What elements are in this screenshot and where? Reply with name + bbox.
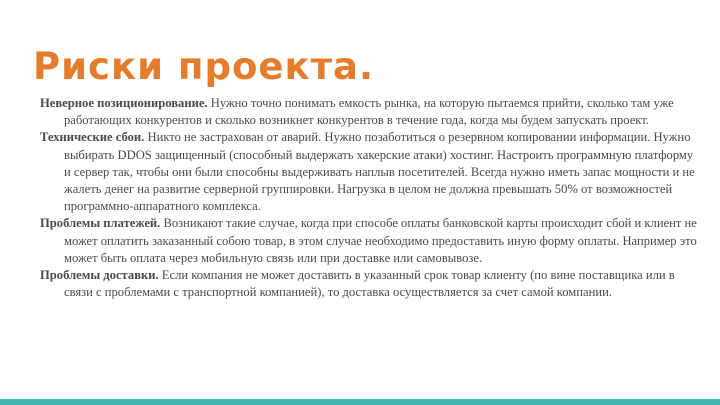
risk-text: Нужно точно понимать емкость рынка, на которую пытаемся прийти, сколько там уже работающих конкурентов и сколько возникнет конкурентов в течение года, когда мы будем запускать проект. bbox=[64, 96, 674, 128]
bottom-accent-bar bbox=[0, 399, 720, 405]
slide-title: Риски проекта. bbox=[33, 45, 375, 88]
risk-text: Никто не застрахован от аварий. Нужно позаботиться о резервном копировании информации. Нужно выбирать DDOS защищенный (способный выдержать хакерские атаки) хостинг. Настроить программную платформу и сервер так, чтобы они были способны выдерживать наплыв посетителей. Всегда нужно иметь запас мощности и не жалеть денег на развитие серверной группировки. Нагрузка в целом не должна превышать 50% от возможностей программно-аппаратного комплекса. bbox=[64, 130, 695, 214]
risk-item-delivery bbox=[40, 267, 700, 301]
risk-item-positioning bbox=[40, 95, 700, 129]
risk-item-technical-failures bbox=[40, 129, 700, 215]
risk-item-payments bbox=[40, 215, 700, 267]
risk-heading: Технические сбои. bbox=[40, 130, 145, 145]
risk-heading: Неверное позиционирование. bbox=[40, 96, 208, 110]
risk-heading: Проблемы доставки. bbox=[40, 268, 159, 283]
risk-text: Возникают такие случае, когда при способе оплаты банковской карты происходит сбой и клиент не может оплатить заказанный собою товар, в этом случае необходимо предоставить иную форму оплаты. Например это может быть оплата через мобильную связь или при доставке или самовывозе. bbox=[64, 216, 697, 265]
risks-list bbox=[40, 95, 700, 301]
risk-heading: Проблемы платежей. bbox=[40, 216, 161, 231]
risk-text: Если компания не может доставить в указанный срок товар клиенту (по вине поставщика или в связи с проблемами с транспортной компанией), то доставка осуществляется за счет самой компании. bbox=[64, 268, 675, 300]
